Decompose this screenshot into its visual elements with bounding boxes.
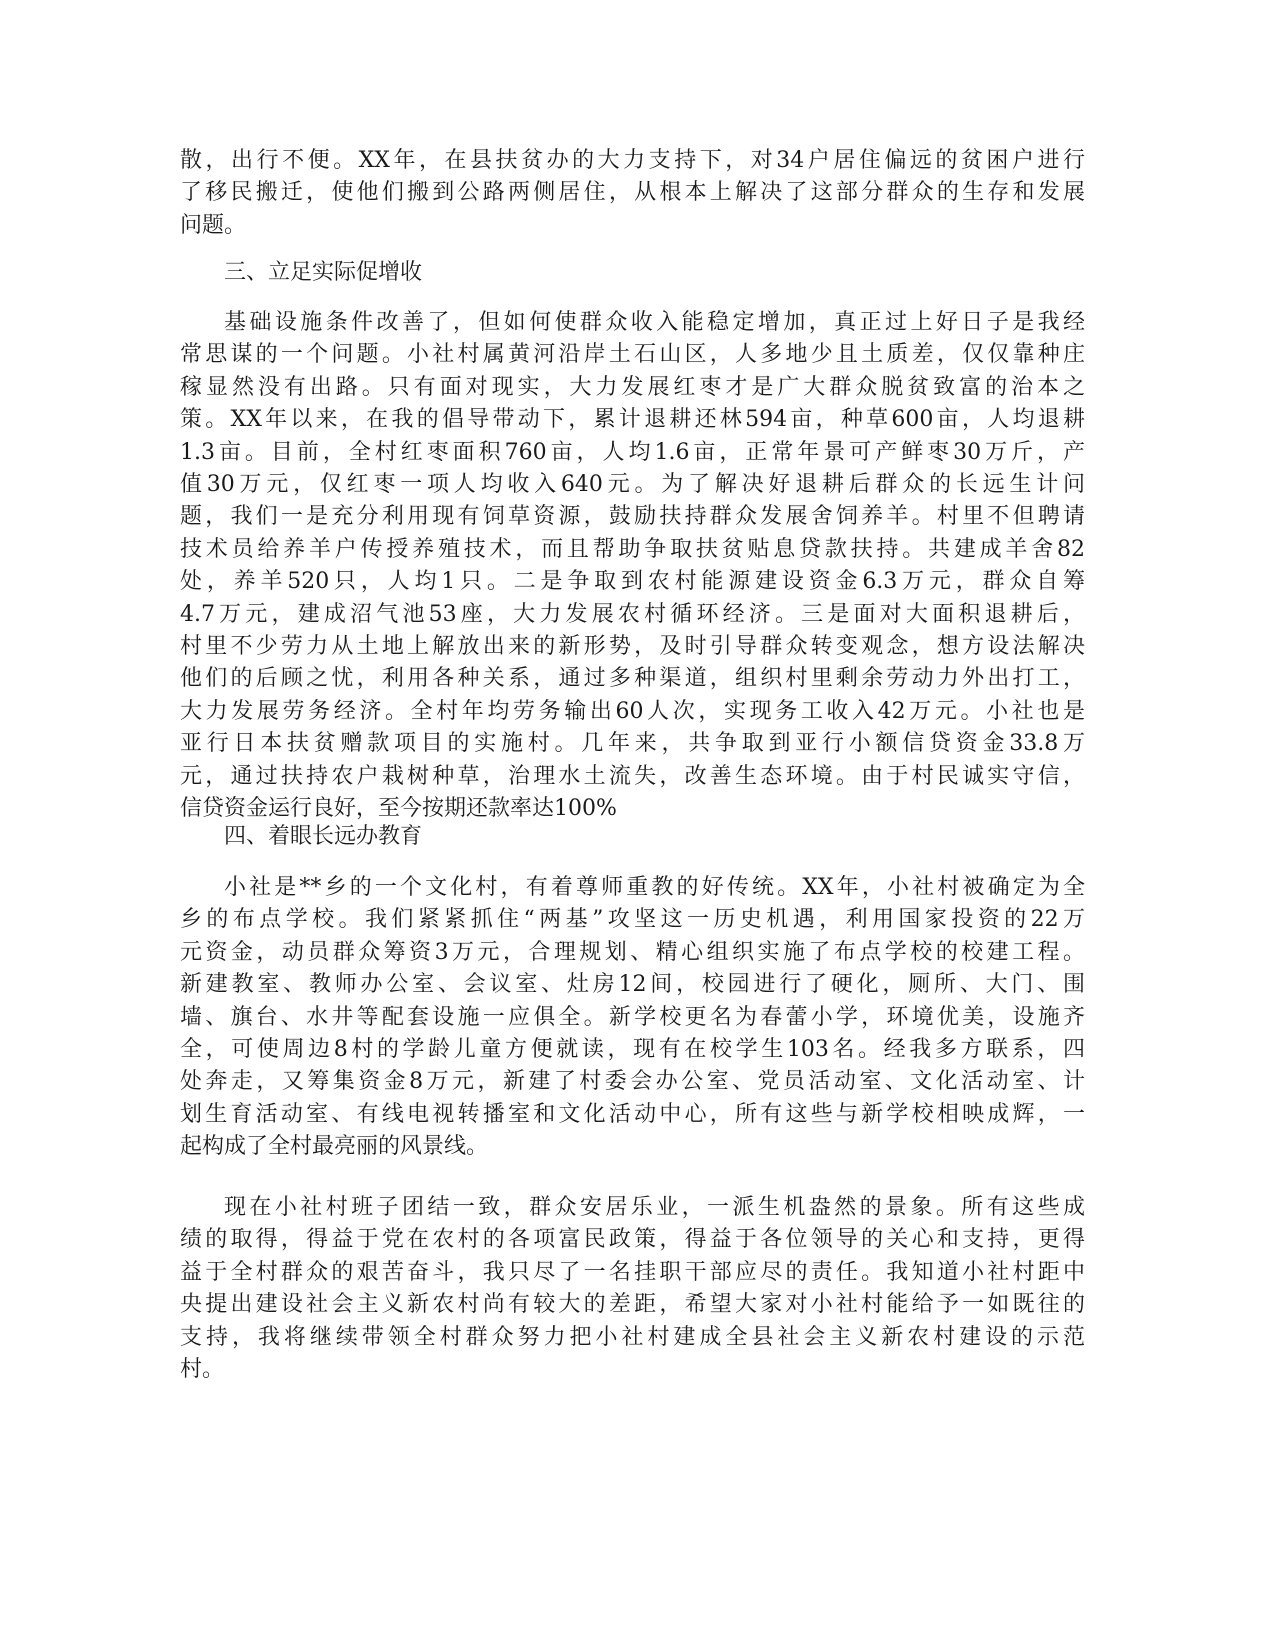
- text-line: 稼显然没有出路。只有面对现实，大力发展红枣才是广大群众脱贫致富的治本之: [180, 374, 1085, 400]
- text-line: 乡的布点学校。我们紧紧抓住“两基”攻坚这一历史机遇，利用国家投资的22万: [180, 907, 1085, 933]
- text-line: 值30万元，仅红枣一项人均收入640元。为了解决好退耕后群众的长远生计问: [180, 472, 1085, 498]
- text-line: 散，出行不便。XX年，在县扶贫办的大力支持下，对34户居住偏远的贫困户进行: [180, 148, 1085, 173]
- text-line: 村里不少劳力从土地上解放出来的新形势，及时引导群众转变观念，想方设法解决: [180, 634, 1085, 660]
- text-line: 他们的后顾之忧，利用各种关系，通过多种渠道，组织村里剩余劳动力外出打工，: [180, 666, 1085, 692]
- text-line: 支持，我将继续带领全村群众努力把小社村建成全县社会主义新农村建设的示范: [180, 1324, 1085, 1350]
- text-line: 处，养羊520只，人均1只。二是争取到农村能源建设资金6.3万元，群众自筹: [180, 569, 1085, 595]
- text-line: 题，我们一是充分利用现有饲草资源，鼓励扶持群众发展舍饲养羊。村里不但聘请: [180, 504, 1085, 530]
- text-line: 新建教室、教师办公室、会议室、灶房12间，校园进行了硬化，厕所、大门、围: [180, 972, 1085, 998]
- text-line: 处奔走，又筹集资金8万元，新建了村委会办公室、党员活动室、文化活动室、计: [180, 1069, 1085, 1095]
- text-line: 益于全村群众的艰苦奋斗，我只尽了一名挂职干部应尽的责任。我知道小社村距中: [180, 1259, 1085, 1285]
- text-line: 起构成了全村最亮丽的风景线。: [180, 1134, 489, 1160]
- text-line: 现在小社村班子团结一致，群众安居乐业，一派生机盎然的景象。所有这些成: [224, 1195, 1085, 1220]
- paragraph-conclusion: [180, 1192, 1085, 1386]
- text-line: 技术员给养羊户传授养殖技术，而且帮助争取扶贫贴息贷款扶持。共建成羊舍82: [180, 536, 1085, 562]
- heading-text: 四、着眼长远办教育: [224, 824, 423, 849]
- text-line: 基础设施条件改善了，但如何使群众收入能稳定增加，真正过上好日子是我经: [224, 310, 1085, 335]
- heading-text: 三、立足实际促增收: [224, 260, 423, 285]
- text-line: 村。: [180, 1357, 225, 1383]
- text-line: 策。XX年以来，在我的倡导带动下，累计退耕还林594亩，种草600亩，人均退耕: [180, 407, 1085, 433]
- text-line: 墙、旗台、水井等配套设施一应俱全。新学校更名为春蕾小学，环境优美，设施齐: [180, 1004, 1085, 1030]
- text-line: 1.3亩。目前，全村红枣面积760亩，人均1.6亩，正常年景可产鲜枣30万斤，产: [180, 439, 1085, 465]
- section-heading-income: [180, 257, 1085, 289]
- paragraph-income: [180, 307, 1085, 826]
- text-line: 央提出建设社会主义新农村尚有较大的差距，希望大家对小社村能给予一如既往的: [180, 1292, 1085, 1318]
- paragraph-relocation: [180, 145, 1085, 242]
- text-line: 信贷资金运行良好，至今按期还款率达100%: [180, 796, 617, 822]
- text-line: 元资金，动员群众筹资3万元，合理规划、精心组织实施了布点学校的校建工程。: [180, 939, 1085, 965]
- text-line: 元，通过扶持农户栽树种草，治理水土流失，改善生态环境。由于村民诚实守信，: [180, 763, 1085, 789]
- text-line: 大力发展劳务经济。全村年均劳务输出60人次，实现务工收入42万元。小社也是: [180, 698, 1085, 724]
- text-line: 亚行日本扶贫赠款项目的实施村。几年来，共争取到亚行小额信贷资金33.8万: [180, 731, 1085, 757]
- text-line: 4.7万元，建成沼气池53座，大力发展农村循环经济。三是面对大面积退耕后，: [180, 601, 1085, 627]
- section-heading-education: [180, 821, 1085, 853]
- text-line: 了移民搬迁，使他们搬到公路两侧居住，从根本上解决了这部分群众的生存和发展: [180, 180, 1085, 206]
- text-line: 小社是**乡的一个文化村，有着尊师重教的好传统。XX年，小社村被确定为全: [224, 875, 1085, 900]
- text-line: 划生育活动室、有线电视转播室和文化活动中心，所有这些与新学校相映成辉，一: [180, 1101, 1085, 1127]
- paragraph-education: [180, 872, 1085, 1164]
- text-line: 绩的取得，得益于党在农村的各项富民政策，得益于各位领导的关心和支持，更得: [180, 1227, 1085, 1253]
- text-line: 全，可使周边8村的学龄儿童方便就读，现有在校学生103名。经我多方联系，四: [180, 1037, 1085, 1063]
- text-line: 常思谋的一个问题。小社村属黄河沿岸土石山区，人多地少且土质差，仅仅靠种庄: [180, 342, 1085, 368]
- text-line: 问题。: [180, 212, 247, 238]
